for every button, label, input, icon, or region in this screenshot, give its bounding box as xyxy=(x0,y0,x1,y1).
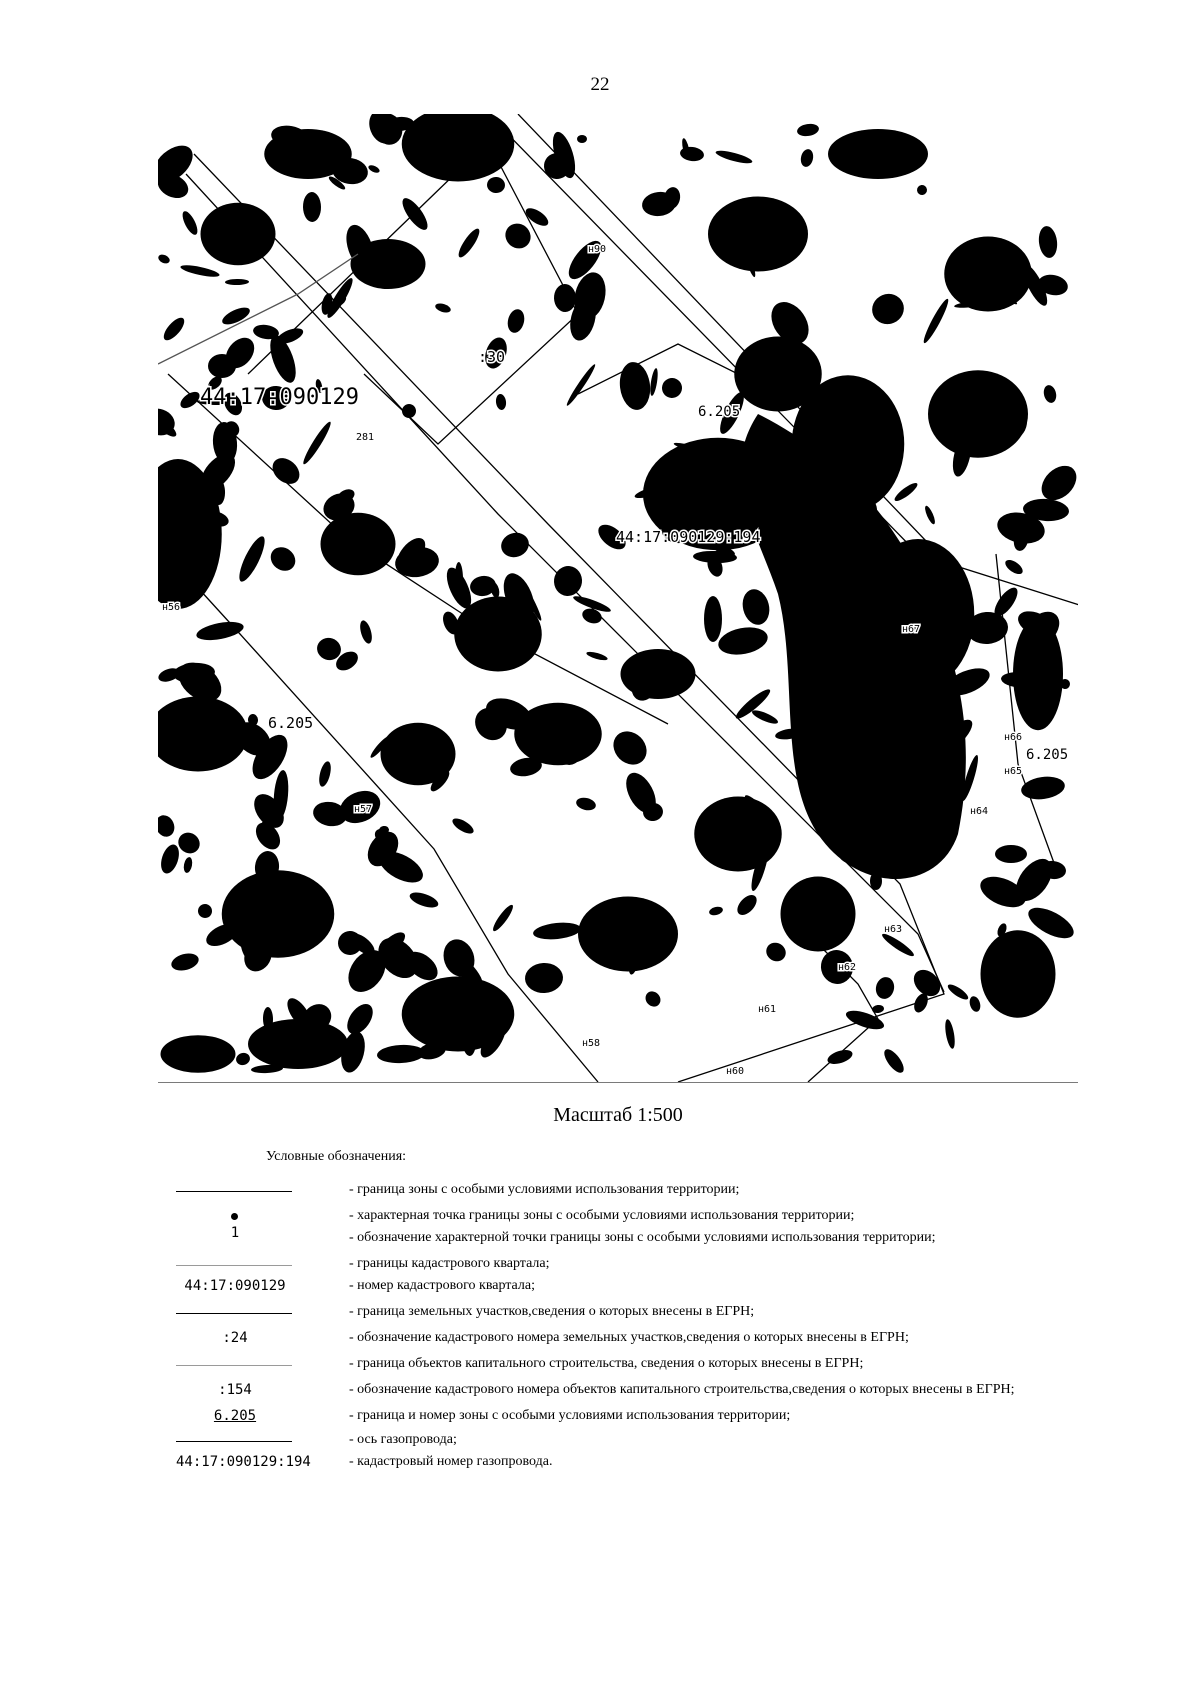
aerial-blob xyxy=(944,237,1032,312)
aerial-speck xyxy=(715,148,754,166)
point-n90-label: н90 xyxy=(588,244,607,255)
aerial-speck xyxy=(183,856,194,873)
legend-item xyxy=(0,1430,1200,1452)
aerial-speck xyxy=(1003,557,1025,577)
aerial-speck xyxy=(490,903,515,934)
tree-mass xyxy=(741,414,966,879)
point-n66-label: н66 xyxy=(1004,732,1023,743)
legend-symbol-text: 44:17:090129 xyxy=(184,1278,286,1294)
aerial-blob xyxy=(158,697,248,772)
aerial-speck xyxy=(867,289,908,329)
aerial-speck xyxy=(1042,384,1058,404)
aerial-blob xyxy=(248,1019,348,1069)
legend-line-sample xyxy=(176,1313,292,1314)
legend-description: - граница и номер зоны с особыми условиями использования территории; xyxy=(349,1408,791,1423)
aerial-speck xyxy=(180,209,201,237)
aerial-speck xyxy=(495,393,507,410)
legend-description: - обозначение кадастрового номера земельных участков,сведения о которых внесены в ЕГРН; xyxy=(349,1330,909,1345)
aerial-speck xyxy=(408,889,440,910)
aerial-speck xyxy=(377,1044,426,1064)
aerial-blob xyxy=(222,870,335,958)
legend-description: - обозначение кадастрового номера объектов капитального строительства,сведения о которых внесены в ЕГРН; xyxy=(349,1382,1015,1397)
aerial-speck xyxy=(552,564,583,597)
aerial-speck xyxy=(524,962,564,994)
legend-description: - граница земельных участков,сведения о которых внесены в ЕГРН; xyxy=(349,1304,755,1319)
aerial-blob xyxy=(694,797,782,872)
aerial-speck xyxy=(505,307,526,334)
aerial-speck xyxy=(266,542,300,575)
aerial-speck xyxy=(796,122,820,137)
cadastral-quarter-label: 44:17:090129 xyxy=(200,385,359,410)
legend-description: - граница зоны с особыми условиями использования территории; xyxy=(349,1182,740,1197)
point-n65-label: н65 xyxy=(1004,766,1023,777)
legend-symbol xyxy=(176,1430,294,1452)
point-n61-label: н61 xyxy=(758,1004,777,1015)
aerial-blob xyxy=(321,513,396,576)
legend-symbol-text: :24 xyxy=(222,1330,248,1346)
legend-symbol-text: :154 xyxy=(218,1382,252,1398)
point-n58-label: н58 xyxy=(582,1038,601,1049)
legend-item xyxy=(0,1302,1200,1324)
aerial-speck xyxy=(450,816,476,837)
legend-symbol xyxy=(176,1276,294,1298)
aerial-speck xyxy=(300,420,333,467)
point-n60-label: н60 xyxy=(726,1066,745,1077)
aerial-blob xyxy=(781,877,856,952)
legend-line-sample xyxy=(176,1365,292,1366)
aerial-speck xyxy=(943,1019,956,1050)
legend-symbol xyxy=(176,1452,311,1474)
legend-item xyxy=(0,1225,1200,1250)
point-n62-label: н62 xyxy=(838,962,857,973)
aerial-speck xyxy=(586,650,609,662)
aerial-speck xyxy=(158,253,171,265)
aerial-speck xyxy=(486,176,505,194)
legend-item xyxy=(0,1452,1200,1474)
legend-description: - границы кадастрового квартала; xyxy=(349,1256,550,1271)
aerial-speck xyxy=(498,529,532,560)
legend-symbol xyxy=(176,1406,294,1428)
aerial-speck xyxy=(704,596,722,642)
zone-top-label: 6.205 xyxy=(698,404,741,420)
legend-symbol xyxy=(176,1354,294,1376)
aerial-speck xyxy=(995,845,1027,863)
legend-symbol xyxy=(176,1225,294,1250)
legend-symbol xyxy=(176,1254,294,1276)
map-scale: Масштаб 1:500 xyxy=(553,1104,683,1126)
cadastral-map[interactable] xyxy=(158,114,1078,1082)
aerial-blob xyxy=(578,897,678,972)
legend-description: - характерная точка границы зоны с особыми условиями использования территории; xyxy=(349,1208,855,1223)
aerial-speck xyxy=(434,302,452,314)
aerial-speck xyxy=(649,368,659,397)
aerial-speck xyxy=(892,480,919,503)
aerial-speck xyxy=(739,586,773,627)
legend-symbol-text: 44:17:090129:194 xyxy=(176,1454,311,1470)
point-n67-label: н67 xyxy=(902,624,921,635)
legend-item xyxy=(0,1276,1200,1298)
aerial-speck xyxy=(708,905,724,916)
aerial-speck xyxy=(642,988,663,1009)
aerial-speck xyxy=(915,183,929,197)
gas-pipeline-label: 44:17:090129:194 xyxy=(616,528,761,546)
aerial-speck xyxy=(874,975,897,1001)
boundary-point-icon xyxy=(231,1213,238,1220)
aerial-blob xyxy=(201,203,276,266)
aerial-speck xyxy=(393,544,441,580)
aerial-blob xyxy=(981,930,1056,1018)
aerial-speck xyxy=(826,1047,854,1066)
aerial-speck xyxy=(455,226,482,260)
aerial-speck xyxy=(160,314,187,343)
legend-title: Условные обозначения: xyxy=(266,1149,407,1164)
aerial-speck xyxy=(734,891,761,918)
point-281-label: 281 xyxy=(356,432,375,443)
legend-description: - обозначение характерной точки границы зоны с особыми условиями использования территории; xyxy=(349,1230,936,1245)
aerial-speck xyxy=(169,951,200,974)
parcel-30-label: :30 xyxy=(478,348,506,366)
legend-item xyxy=(0,1406,1200,1428)
aerial-speck xyxy=(751,708,780,726)
aerial-speck xyxy=(575,796,597,812)
aerial-speck xyxy=(178,389,203,412)
aerial-blob xyxy=(828,129,928,179)
legend-item xyxy=(0,1180,1200,1202)
aerial-speck xyxy=(617,360,653,411)
aerial-speck xyxy=(716,623,770,658)
aerial-speck xyxy=(880,931,916,959)
aerial-blob xyxy=(734,337,822,412)
point-n64-label: н64 xyxy=(970,806,989,817)
aerial-speck xyxy=(577,135,587,143)
aerial-speck xyxy=(317,760,333,788)
legend-item xyxy=(0,1380,1200,1402)
point-n63-label: н63 xyxy=(884,924,903,935)
aerial-speck xyxy=(235,1051,252,1067)
aerial-speck xyxy=(358,619,374,645)
aerial-speck xyxy=(196,902,215,921)
aerial-speck xyxy=(763,939,789,965)
aerial-speck xyxy=(158,812,178,839)
legend-line-sample xyxy=(176,1441,292,1442)
aerial-speck xyxy=(220,304,252,328)
legend-description: - номер кадастрового квартала; xyxy=(349,1278,535,1293)
legend-line-sample xyxy=(176,1265,292,1266)
legend-item xyxy=(0,1254,1200,1276)
aerial-speck xyxy=(968,995,982,1013)
aerial-speck xyxy=(565,363,598,408)
legend-item xyxy=(0,1354,1200,1376)
aerial-speck xyxy=(158,842,182,875)
point-n56-label: н56 xyxy=(162,602,181,613)
legend-symbol xyxy=(176,1380,294,1402)
aerial-speck xyxy=(923,505,937,526)
aerial-speck xyxy=(921,297,952,345)
aerial-speck xyxy=(235,533,270,584)
aerial-speck xyxy=(532,921,581,942)
legend-point-number: 1 xyxy=(230,1225,240,1241)
legend-line-sample xyxy=(176,1191,292,1192)
point-n57-label: н57 xyxy=(354,804,373,815)
aerial-speck xyxy=(881,1046,907,1076)
map-svg xyxy=(158,114,1078,1082)
legend-symbol xyxy=(176,1302,294,1324)
aerial-speck xyxy=(180,263,221,279)
aerial-speck xyxy=(225,279,249,285)
legend-description: - граница объектов капитального строительства, сведения о которых внесены в ЕГРН; xyxy=(349,1356,864,1371)
legend-symbol xyxy=(176,1180,294,1202)
aerial-speck xyxy=(607,725,654,772)
zone-right-label: 6.205 xyxy=(1026,747,1069,763)
aerial-speck xyxy=(661,377,682,398)
aerial-blob xyxy=(708,197,808,272)
legend-symbol-text: 6.205 xyxy=(213,1408,257,1424)
legend-item xyxy=(0,1328,1200,1350)
legend-description: - кадастровый номер газопровода. xyxy=(349,1454,553,1469)
aerial-speck xyxy=(799,148,814,168)
legend-description: - ось газопровода; xyxy=(349,1432,457,1447)
page-number: 22 xyxy=(590,74,610,95)
aerial-speck xyxy=(303,192,322,222)
aerial-speck xyxy=(367,164,380,175)
aerial-speck xyxy=(1037,225,1059,259)
aerial-speck xyxy=(334,927,366,959)
map-frame-bottom-line xyxy=(158,1082,1078,1083)
aerial-speck xyxy=(946,982,970,1002)
legend-symbol xyxy=(176,1328,294,1350)
zone-left-label: 6.205 xyxy=(268,714,314,732)
